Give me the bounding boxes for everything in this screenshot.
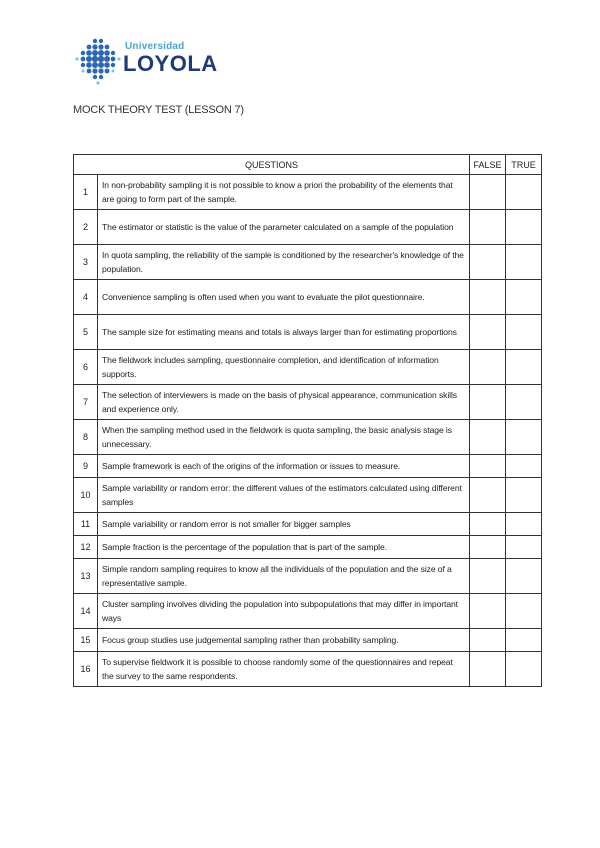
question-number: 2 [74, 210, 98, 245]
true-answer-cell[interactable] [506, 385, 542, 420]
question-text: In non-probability sampling it is not possible to know a priori the probability of the elements that are going to form part of the sample. [98, 175, 470, 210]
table-row [74, 478, 542, 513]
question-text: The selection of interviewers is made on the basis of physical appearance, communication skills and experience only. [98, 385, 470, 420]
logo-title: LOYOLA [123, 51, 218, 76]
true-answer-cell[interactable] [506, 210, 542, 245]
question-number: 14 [74, 594, 98, 629]
false-answer-cell[interactable] [470, 315, 506, 350]
true-answer-cell[interactable] [506, 559, 542, 594]
false-answer-cell[interactable] [470, 536, 506, 559]
true-answer-cell[interactable] [506, 350, 542, 385]
false-answer-cell[interactable] [470, 420, 506, 455]
table-row [74, 280, 542, 315]
table-row [74, 385, 542, 420]
table-row [74, 536, 542, 559]
false-answer-cell[interactable] [470, 175, 506, 210]
question-text: The estimator or statistic is the value of the parameter calculated on a sample of the population [98, 210, 470, 245]
false-answer-cell[interactable] [470, 245, 506, 280]
true-answer-cell[interactable] [506, 315, 542, 350]
table-row [74, 629, 542, 652]
header-questions: QUESTIONS [74, 155, 470, 175]
false-answer-cell[interactable] [470, 513, 506, 536]
question-number: 11 [74, 513, 98, 536]
question-number: 6 [74, 350, 98, 385]
question-text: The fieldwork includes sampling, questionnaire completion, and identification of information supports. [98, 350, 470, 385]
table-row [74, 245, 542, 280]
question-number: 10 [74, 478, 98, 513]
question-text: Cluster sampling involves dividing the population into subpopulations that may differ in important ways [98, 594, 470, 629]
table-row [74, 210, 542, 245]
table-header-row [74, 155, 542, 175]
table-row [74, 455, 542, 478]
true-answer-cell[interactable] [506, 513, 542, 536]
header-true: TRUE [506, 155, 542, 175]
question-number: 13 [74, 559, 98, 594]
table-row [74, 175, 542, 210]
false-answer-cell[interactable] [470, 455, 506, 478]
true-answer-cell[interactable] [506, 629, 542, 652]
false-answer-cell[interactable] [470, 652, 506, 687]
question-text: Sample fraction is the percentage of the population that is part of the sample. [98, 536, 470, 559]
table-row [74, 420, 542, 455]
table-row [74, 594, 542, 629]
true-answer-cell[interactable] [506, 455, 542, 478]
true-answer-cell[interactable] [506, 245, 542, 280]
question-number: 4 [74, 280, 98, 315]
question-number: 5 [74, 315, 98, 350]
true-answer-cell[interactable] [506, 594, 542, 629]
question-text: Sample framework is each of the origins of the information or issues to measure. [98, 455, 470, 478]
university-logo [75, 37, 225, 85]
table-row [74, 350, 542, 385]
question-number: 8 [74, 420, 98, 455]
question-text: Focus group studies use judgemental sampling rather than probability sampling. [98, 629, 470, 652]
header-false: FALSE [470, 155, 506, 175]
true-answer-cell[interactable] [506, 652, 542, 687]
true-answer-cell[interactable] [506, 175, 542, 210]
question-number: 1 [74, 175, 98, 210]
question-text: Convenience sampling is often used when you want to evaluate the pilot questionnaire. [98, 280, 470, 315]
question-text: The sample size for estimating means and totals is always larger than for estimating proportions [98, 315, 470, 350]
question-number: 9 [74, 455, 98, 478]
question-text: When the sampling method used in the fieldwork is quota sampling, the basic analysis stage is unnecessary. [98, 420, 470, 455]
table-row [74, 315, 542, 350]
question-text: Simple random sampling requires to know all the individuals of the population and the size of a representative sample. [98, 559, 470, 594]
question-number: 16 [74, 652, 98, 687]
table-row [74, 559, 542, 594]
dots-emblem-icon [75, 37, 121, 85]
false-answer-cell[interactable] [470, 210, 506, 245]
question-text: Sample variability or random error is not smaller for bigger samples [98, 513, 470, 536]
table-row [74, 652, 542, 687]
question-number: 3 [74, 245, 98, 280]
false-answer-cell[interactable] [470, 478, 506, 513]
false-answer-cell[interactable] [470, 629, 506, 652]
false-answer-cell[interactable] [470, 594, 506, 629]
false-answer-cell[interactable] [470, 280, 506, 315]
true-answer-cell[interactable] [506, 478, 542, 513]
false-answer-cell[interactable] [470, 350, 506, 385]
question-text: Sample variability or random error: the different values of the estimators calculated using different samples [98, 478, 470, 513]
true-answer-cell[interactable] [506, 536, 542, 559]
page-title: MOCK THEORY TEST (LESSON 7) [73, 104, 244, 116]
false-answer-cell[interactable] [470, 559, 506, 594]
question-text: In quota sampling, the reliability of the sample is conditioned by the researcher's knowledge of the population. [98, 245, 470, 280]
question-number: 15 [74, 629, 98, 652]
table-row [74, 513, 542, 536]
questions-table [73, 154, 542, 687]
true-answer-cell[interactable] [506, 420, 542, 455]
logo-subtitle: Universidad [125, 41, 185, 52]
question-text: To supervise fieldwork it is possible to choose randomly some of the questionnaires and repeat the survey to the same respondents. [98, 652, 470, 687]
question-number: 7 [74, 385, 98, 420]
false-answer-cell[interactable] [470, 385, 506, 420]
question-number: 12 [74, 536, 98, 559]
true-answer-cell[interactable] [506, 280, 542, 315]
